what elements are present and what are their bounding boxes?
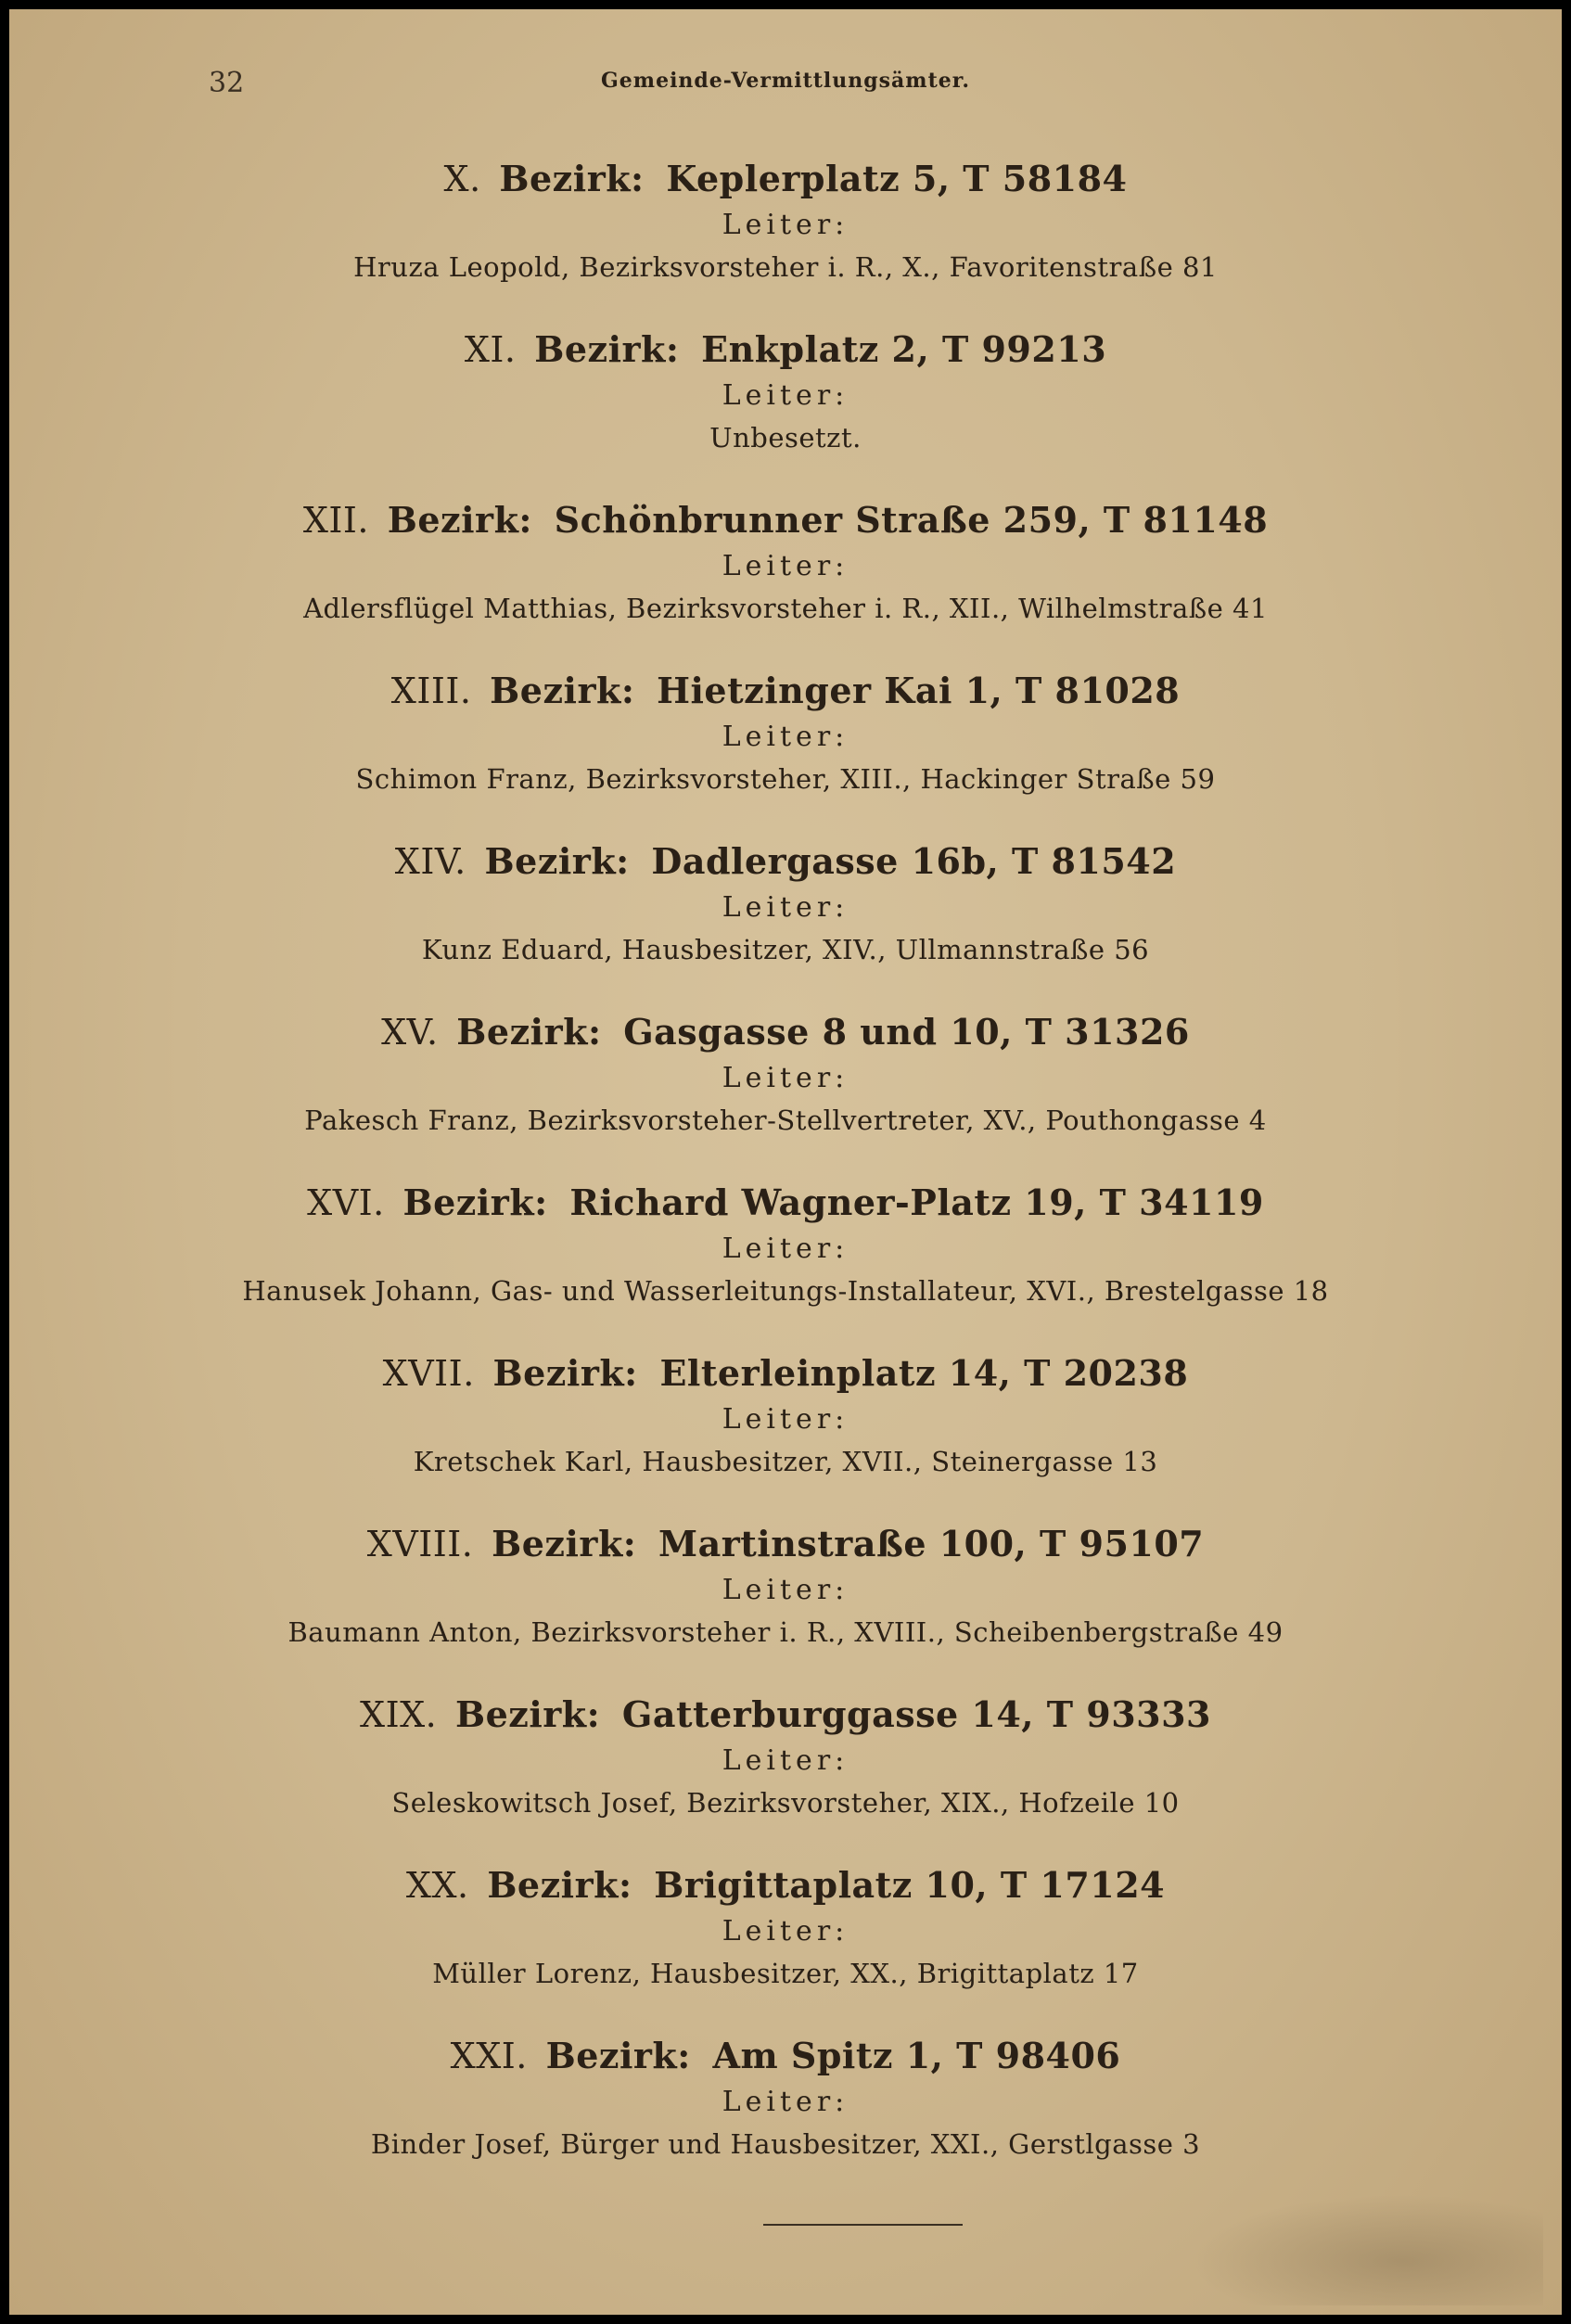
district-numeral: XVIII. [366,1524,474,1564]
district-address: Enkplatz 2, T 99213 [701,328,1107,370]
leiter-person: Seleskowitsch Josef, Bezirksvorsteher, XIX., Hofzeile 10 [391,1787,1180,1819]
district-address: Richard Wagner-Platz 19, T 34119 [569,1181,1264,1223]
leiter-label: Leiter: [722,379,849,412]
leiter-label: Leiter: [722,1915,849,1947]
district-numeral: XVI. [307,1182,385,1223]
district-label: Bezirk: [387,499,532,541]
district-numeral: XV. [381,1012,439,1053]
district-entry-xii [9,494,1562,665]
district-address: Am Spitz 1, T 98406 [712,2035,1121,2076]
end-rule-divider [763,2224,963,2226]
district-numeral: XIX. [360,1694,438,1735]
district-label: Bezirk: [456,1011,602,1053]
district-address: Gasgasse 8 und 10, T 31326 [623,1011,1190,1053]
leiter-person: Hruza Leopold, Bezirksvorsteher i. R., X., Favoritenstraße 81 [353,251,1218,283]
district-label: Bezirk: [534,328,680,370]
district-label: Bezirk: [545,2035,691,2076]
district-entry-xiv [9,836,1562,1006]
district-numeral: XII. [302,500,369,541]
leiter-person: Schimon Franz, Bezirksvorsteher, XIII., Hackinger Straße 59 [355,763,1216,795]
district-heading [9,836,1562,887]
leiter-label: Leiter: [722,209,849,241]
district-address: Schönbrunner Straße 259, T 81148 [554,499,1269,541]
district-numeral: XXI. [450,2036,528,2076]
district-label: Bezirk: [499,158,645,199]
district-entry-xix [9,1689,1562,1859]
district-numeral: XIV. [394,841,466,882]
district-label: Bezirk: [454,1693,601,1735]
leiter-person: Pakesch Franz, Bezirksvorsteher-Stellvertreter, XV., Pouthongasse 4 [304,1105,1267,1136]
district-list [9,153,1562,2201]
district-heading [9,1689,1562,1741]
leiter-person: Hanusek Johann, Gas- und Wasserleitungs-Installateur, XVI., Brestelgasse 18 [242,1275,1329,1307]
page-number: 32 [209,67,245,99]
district-numeral: XI. [464,329,517,370]
district-heading [9,665,1562,717]
district-entry-xiii [9,665,1562,836]
leiter-person: Adlersflügel Matthias, Bezirksvorsteher i. R., XII., Wilhelmstraße 41 [303,593,1268,624]
district-entry-xx [9,1859,1562,2030]
leiter-label: Leiter: [722,891,849,924]
book-page [9,9,1562,2315]
district-heading [9,1006,1562,1058]
district-address: Brigittaplatz 10, T 17124 [654,1864,1166,1906]
district-entry-x [9,153,1562,324]
district-entry-xviii [9,1518,1562,1689]
district-label: Bezirk: [492,1523,637,1564]
district-address: Hietzinger Kai 1, T 81028 [657,670,1181,711]
district-entry-xxi [9,2030,1562,2201]
district-address: Gatterburggasse 14, T 93333 [621,1693,1211,1735]
leiter-person: Kretschek Karl, Hausbesitzer, XVII., Steinergasse 13 [413,1446,1158,1477]
district-entry-xvi [9,1177,1562,1347]
district-label: Bezirk: [492,1352,638,1394]
district-address: Elterleinplatz 14, T 20238 [659,1352,1189,1394]
district-heading [9,1347,1562,1399]
leiter-label: Leiter: [722,550,849,582]
leiter-label: Leiter: [722,1403,849,1436]
district-heading [9,1859,1562,1911]
leiter-person: Kunz Eduard, Hausbesitzer, XIV., Ullmannstraße 56 [421,934,1150,965]
district-heading [9,1177,1562,1229]
district-entry-xvii [9,1347,1562,1518]
district-heading [9,494,1562,546]
leiter-label: Leiter: [722,721,849,753]
district-entry-xv [9,1006,1562,1177]
leiter-person: Unbesetzt. [709,422,862,453]
district-label: Bezirk: [484,840,630,882]
district-numeral: XVII. [382,1353,475,1394]
district-heading [9,1518,1562,1570]
district-address: Keplerplatz 5, T 58184 [666,158,1128,199]
district-address: Martinstraße 100, T 95107 [658,1523,1205,1564]
district-numeral: X. [443,159,481,199]
leiter-label: Leiter: [722,1574,849,1606]
leiter-label: Leiter: [722,1744,849,1777]
leiter-person: Binder Josef, Bürger und Hausbesitzer, XXI., Gerstlgasse 3 [370,2128,1201,2160]
district-entry-xi [9,324,1562,494]
district-label: Bezirk: [490,670,635,711]
leiter-label: Leiter: [722,2086,849,2118]
district-numeral: XIII. [390,670,472,711]
leiter-person: Müller Lorenz, Hausbesitzer, XX., Brigittaplatz 17 [432,1958,1139,1989]
district-label: Bezirk: [487,1864,632,1906]
district-heading [9,324,1562,376]
district-heading [9,153,1562,205]
district-heading [9,2030,1562,2082]
running-title: Gemeinde-Vermittlungsämter. [601,69,970,93]
district-label: Bezirk: [402,1181,548,1223]
district-numeral: XX. [405,1865,469,1906]
leiter-label: Leiter: [722,1062,849,1094]
district-address: Dadlergasse 16b, T 81542 [651,840,1177,882]
leiter-label: Leiter: [722,1232,849,1265]
leiter-person: Baumann Anton, Bezirksvorsteher i. R., XVIII., Scheibenbergstraße 49 [287,1616,1284,1648]
